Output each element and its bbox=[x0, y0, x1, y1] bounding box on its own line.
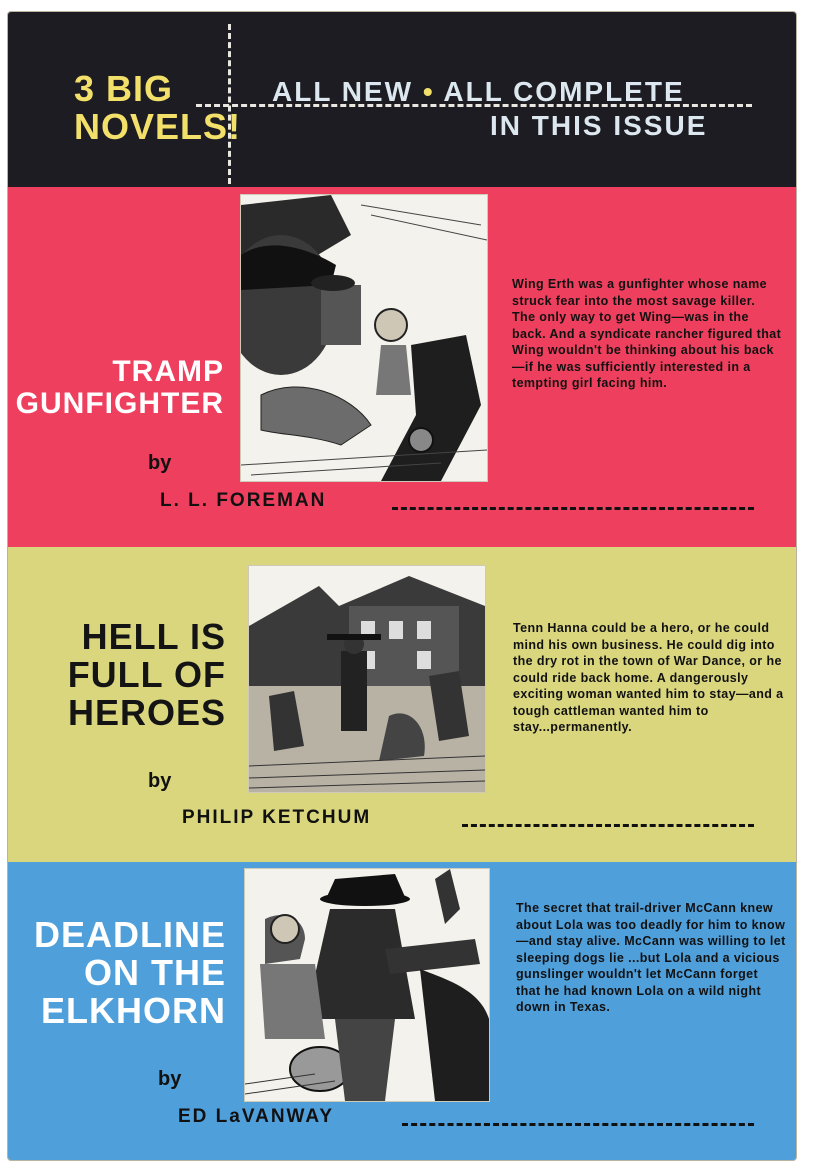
headline-line-2: NOVELS! bbox=[74, 106, 242, 147]
novel-1-title-line-2: GUNFIGHTER bbox=[15, 386, 224, 420]
headline-line-1: 3 BIG bbox=[74, 68, 174, 109]
novel-2-by: by bbox=[148, 770, 172, 792]
tagline-all-complete: ALL COMPLETE bbox=[443, 76, 685, 107]
novel-1-author: L. L. FOREMAN bbox=[160, 490, 327, 511]
novel-3-title-line-1: DEADLINE bbox=[33, 914, 226, 955]
big-novels-headline bbox=[74, 68, 242, 147]
gunfighter-illustration-icon bbox=[240, 194, 488, 482]
novel-1-title-line-1: TRAMP bbox=[112, 355, 224, 388]
novel-2-title bbox=[68, 618, 226, 731]
novel-2-blurb: Tenn Hanna could be a hero, or he could mind his own business. He could dig into the dry rot in the town of War Dance, or he could ride back home. A dangerously exciting woman wanted him to stay—and a tough cattleman wanted him to stay...permanently. bbox=[513, 621, 784, 734]
novel-3-blurb: The secret that trail-driver McCann knew about Lola was too deadly for him to know—and stay alive. McCann was willing to let sleeping dogs lie ...but Lola and a vicious gunslinger wouldn't let McCann forget that he had known Lola on a wild night down in Texas. bbox=[516, 901, 786, 1014]
novel-3-title-line-3: ELKHORN bbox=[41, 989, 226, 1031]
novel-3-title bbox=[34, 916, 226, 1029]
novel-2-title-line-1: HELL IS bbox=[81, 616, 226, 657]
magazine-back-cover bbox=[8, 12, 796, 1160]
tagline-line-2: IN THIS ISSUE bbox=[490, 110, 708, 141]
novel-1-by: by bbox=[148, 452, 172, 474]
novel-3-author-divider bbox=[402, 1123, 754, 1126]
town-street-illustration-icon bbox=[248, 565, 486, 793]
novel-3-by: by bbox=[158, 1068, 182, 1090]
tagline-separator: • bbox=[422, 76, 435, 107]
novel-2-title-line-2: FULL OF bbox=[67, 653, 226, 695]
novel-3-author: ED LaVANWAY bbox=[178, 1106, 335, 1127]
novel-3-title-line-2: ON THE bbox=[83, 951, 226, 993]
tagline-line-1 bbox=[272, 76, 685, 108]
tagline-all-new: ALL NEW bbox=[272, 76, 414, 107]
cowboy-with-woman-illustration-icon bbox=[244, 868, 490, 1102]
novel-2-author: PHILIP KETCHUM bbox=[182, 807, 372, 828]
novel-1-author-divider bbox=[392, 507, 754, 510]
novel-1-blurb: Wing Erth was a gunfighter whose name struck fear into the most savage killer. The only way to get Wing—was in the back. And a syndicate rancher figured that Wing wouldn't be thinking about his back—if he was sufficiently interested in a tempting girl facing him. bbox=[512, 277, 782, 390]
novel-1-title bbox=[16, 356, 224, 419]
novel-2-author-divider bbox=[462, 824, 754, 827]
novel-2-title-line-3: HEROES bbox=[67, 691, 226, 733]
